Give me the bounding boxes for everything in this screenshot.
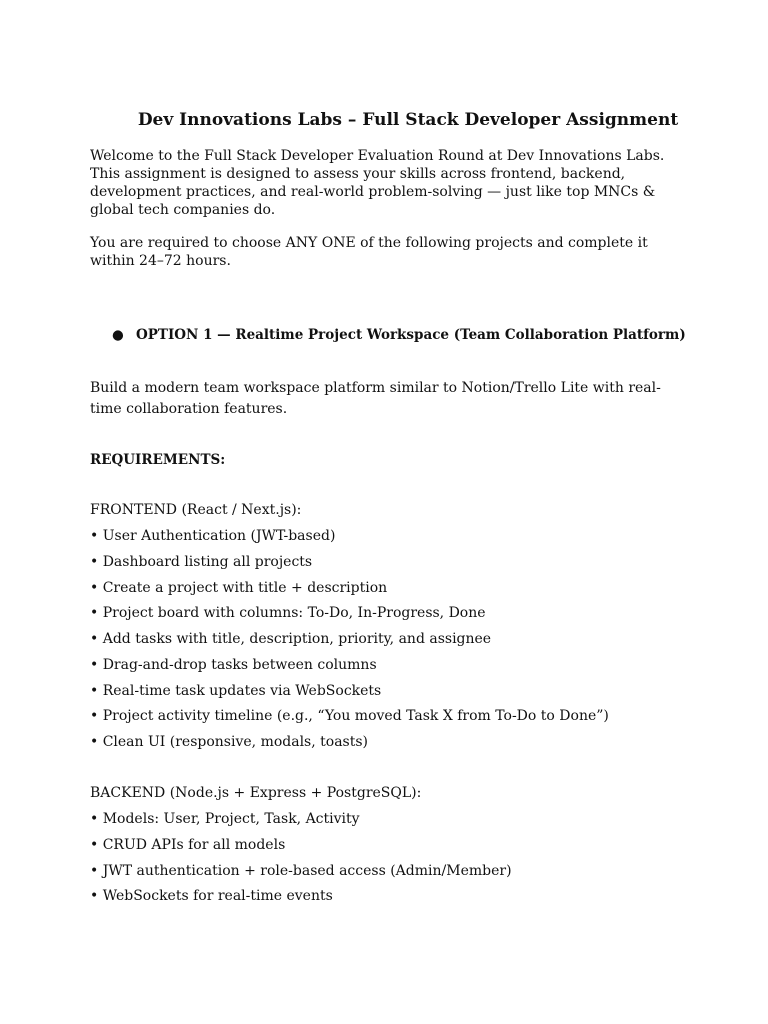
list-item: • Project activity timeline (e.g., “You moved Task X from To-Do to Done”) [90, 708, 609, 725]
list-item: • JWT authentication + role-based access (Admin/Member) [90, 862, 512, 879]
list-item: • Drag-and-drop tasks between columns [90, 656, 377, 673]
frontend-list [90, 527, 609, 759]
list-item: • Real-time task updates via WebSockets [90, 682, 382, 699]
instructions-paragraph: You are required to choose ANY ONE of the following projects and complete it within 24–72 hours. [90, 235, 648, 269]
backend-list [90, 810, 512, 913]
list-item: • Project board with columns: To-Do, In-Progress, Done [90, 605, 486, 622]
backend-heading: BACKEND (Node.js + Express + PostgreSQL): [90, 785, 422, 801]
option-title: OPTION 1 — Realtime Project Workspace (Team Collaboration Platform) [136, 327, 686, 343]
frontend-heading: FRONTEND (React / Next.js): [90, 502, 302, 518]
project-description: Build a modern team workspace platform similar to Notion/Trello Lite with real-time collaboration features. [90, 380, 661, 417]
list-item: • CRUD APIs for all models [90, 836, 286, 853]
list-item: • User Authentication (JWT-based) [90, 528, 336, 544]
list-item: • Add tasks with title, description, priority, and assignee [90, 631, 492, 647]
intro-paragraph: Welcome to the Full Stack Developer Evaluation Round at Dev Innovations Labs. This assignment is designed to assess your skills across frontend, backend, development practices, and real-world problem-solving — just like top MNCs & global tech companies do. [90, 148, 665, 218]
list-item: • Models: User, Project, Task, Activity [90, 811, 360, 827]
list-item: • WebSockets for real-time events [90, 888, 333, 905]
list-item: • Clean UI (responsive, modals, toasts) [90, 734, 368, 750]
option-heading [112, 327, 686, 343]
requirements-heading: REQUIREMENTS: [90, 452, 226, 468]
page-title: Dev Innovations Labs – Full Stack Developer Assignment [137, 110, 679, 130]
bullet-icon: ● [112, 327, 124, 343]
list-item: • Dashboard listing all projects [90, 553, 313, 570]
list-item: • Create a project with title + description [90, 579, 388, 596]
